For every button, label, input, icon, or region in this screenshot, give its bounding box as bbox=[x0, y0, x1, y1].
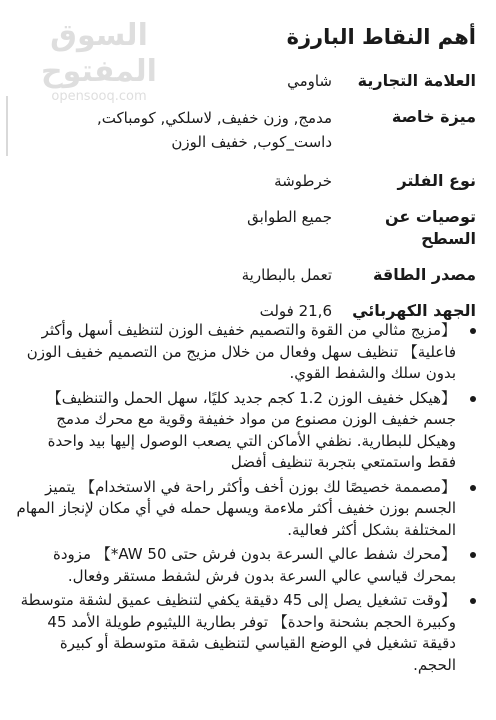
list-item bbox=[14, 388, 478, 474]
spec-value: جميع الطوابق bbox=[247, 208, 332, 226]
spec-value: شاومي bbox=[287, 72, 332, 90]
specs-table bbox=[16, 70, 476, 322]
list-item bbox=[14, 544, 478, 587]
watermark-arabic: السوق المفتوح bbox=[41, 18, 157, 89]
bullet-icon bbox=[470, 328, 476, 334]
list-item-text: 【محرك شفط عالي السرعة بدون فرش حتى 50 AW*】 مزودة بمحرك قياسي عالي السرعة بدون فرش لشفط مستقر وفعال. bbox=[52, 545, 456, 585]
section-title: أهم النقاط البارزة bbox=[286, 25, 476, 49]
spec-row-brand bbox=[16, 70, 476, 92]
highlights-list bbox=[14, 320, 478, 679]
scroll-indicator bbox=[6, 96, 8, 156]
list-item-text: 【مزيج مثالي من القوة والتصميم خفيف الوزن لتنظيف أسهل وأكثر فاعلية】 تنظيف سهل وفعال من خلال مزيج من التصميم خفيف الوزن بدون سلك والشفط القوي. bbox=[26, 321, 456, 382]
spec-row-filter-type bbox=[16, 170, 476, 192]
list-item-text: 【وقت تشغيل يصل إلى 45 دقيقة يكفي لتنظيف عميق لشقة متوسطة وكبيرة الحجم بشحنة واحدة】 توفر بطارية الليثيوم طويلة الأمد 45 دقيقة تشغيل في الوضع القياسي لتنظيف شقة متوسطة أو كبيرة الحجم. bbox=[20, 591, 456, 674]
spec-row-surface bbox=[16, 206, 476, 250]
watermark-latin: opensooq.com bbox=[51, 89, 147, 104]
spec-label: توصيات عن السطح bbox=[384, 207, 476, 248]
spec-label: العلامة التجارية bbox=[357, 71, 476, 90]
spec-row-voltage bbox=[16, 300, 476, 322]
bullet-icon bbox=[470, 396, 476, 402]
spec-label: نوع الفلتر bbox=[397, 171, 476, 190]
bullet-icon bbox=[470, 552, 476, 558]
spec-value: 21,6 فولت bbox=[259, 302, 332, 320]
spec-label: ميزة خاصة bbox=[391, 107, 476, 126]
list-item bbox=[14, 590, 478, 676]
list-item bbox=[14, 477, 478, 542]
spec-row-special-feature bbox=[16, 106, 476, 154]
spec-label: مصدر الطاقة bbox=[373, 265, 476, 284]
spec-value: خرطوشة bbox=[274, 172, 332, 190]
spec-row-power-source bbox=[16, 264, 476, 286]
list-item bbox=[14, 320, 478, 385]
list-item-text: 【مصممة خصيصًا لك بوزن أخف وأكثر راحة في الاستخدام】 يتميز الجسم بوزن خفيف أكثر ملاءمة ويسهل حمله في أي مكان لإنجاز المهام المختلفة بشكل أكثر فعالية. bbox=[16, 477, 456, 539]
bullet-icon bbox=[470, 598, 476, 604]
spec-value: تعمل بالبطارية bbox=[241, 266, 332, 284]
bullet-icon bbox=[470, 485, 476, 491]
spec-label: الجهد الكهربائي bbox=[352, 301, 476, 320]
spec-value: مدمج, وزن خفيف, لاسلكي, كومباكت, داست_كوب, خفيف الوزن bbox=[97, 109, 332, 151]
list-item-text: 【هيكل خفيف الوزن 1.2 كجم جديد كليًا، سهل الحمل والتنظيف】 جسم خفيف الوزن مصنوع من مواد خفيفة وقوية مع محرك مدمج وهيكل للبطارية. نظفي الأماكن التي يصعب الوصول إليها بيد واحدة فقط واستمتعي بتجربة تنظيف أفضل bbox=[46, 388, 456, 471]
